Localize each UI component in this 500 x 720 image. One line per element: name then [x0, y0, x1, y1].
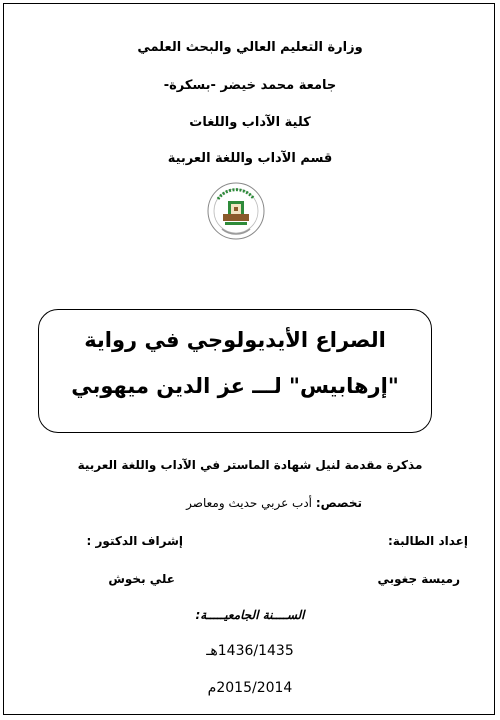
supervisor-name: علي بخوش: [108, 572, 175, 586]
thesis-title-line-1: الصراع الأيديولوجي في رواية: [84, 328, 386, 352]
specialty-value: أدب عربي حديث ومعاصر: [186, 496, 316, 510]
supervisor-label: إشراف الدكتور :: [86, 534, 183, 548]
academic-year-label: الســــنة الجامعيـــــة:: [195, 608, 305, 622]
hijri-year: 1436/1435هـ: [206, 643, 294, 659]
specialty-label: تخصص:: [315, 496, 362, 510]
ministry-name: وزارة التعليم العالي والبحث العلمي: [137, 40, 363, 55]
department-name: قسم الآداب واللغة العربية: [167, 151, 333, 166]
faculty-name: كلية الآداب واللغات: [189, 115, 311, 130]
university-name: جامعة محمد خيضر -بسكرة-: [163, 78, 337, 93]
thesis-purpose: مذكرة مقدمة لنيل شهادة الماستر في الآداب واللغة العربية: [77, 458, 423, 472]
thesis-title-line-2: "إرهابيس" لـــ عز الدين ميهوبي: [71, 374, 399, 398]
student-name: رميسة جغوبي: [377, 572, 460, 586]
title-box: [38, 309, 432, 433]
student-label: إعداد الطالبة:: [388, 534, 468, 548]
gregorian-year: 2015/2014م: [207, 680, 293, 696]
university-seal-icon: [206, 181, 266, 241]
specialty: [186, 496, 362, 510]
